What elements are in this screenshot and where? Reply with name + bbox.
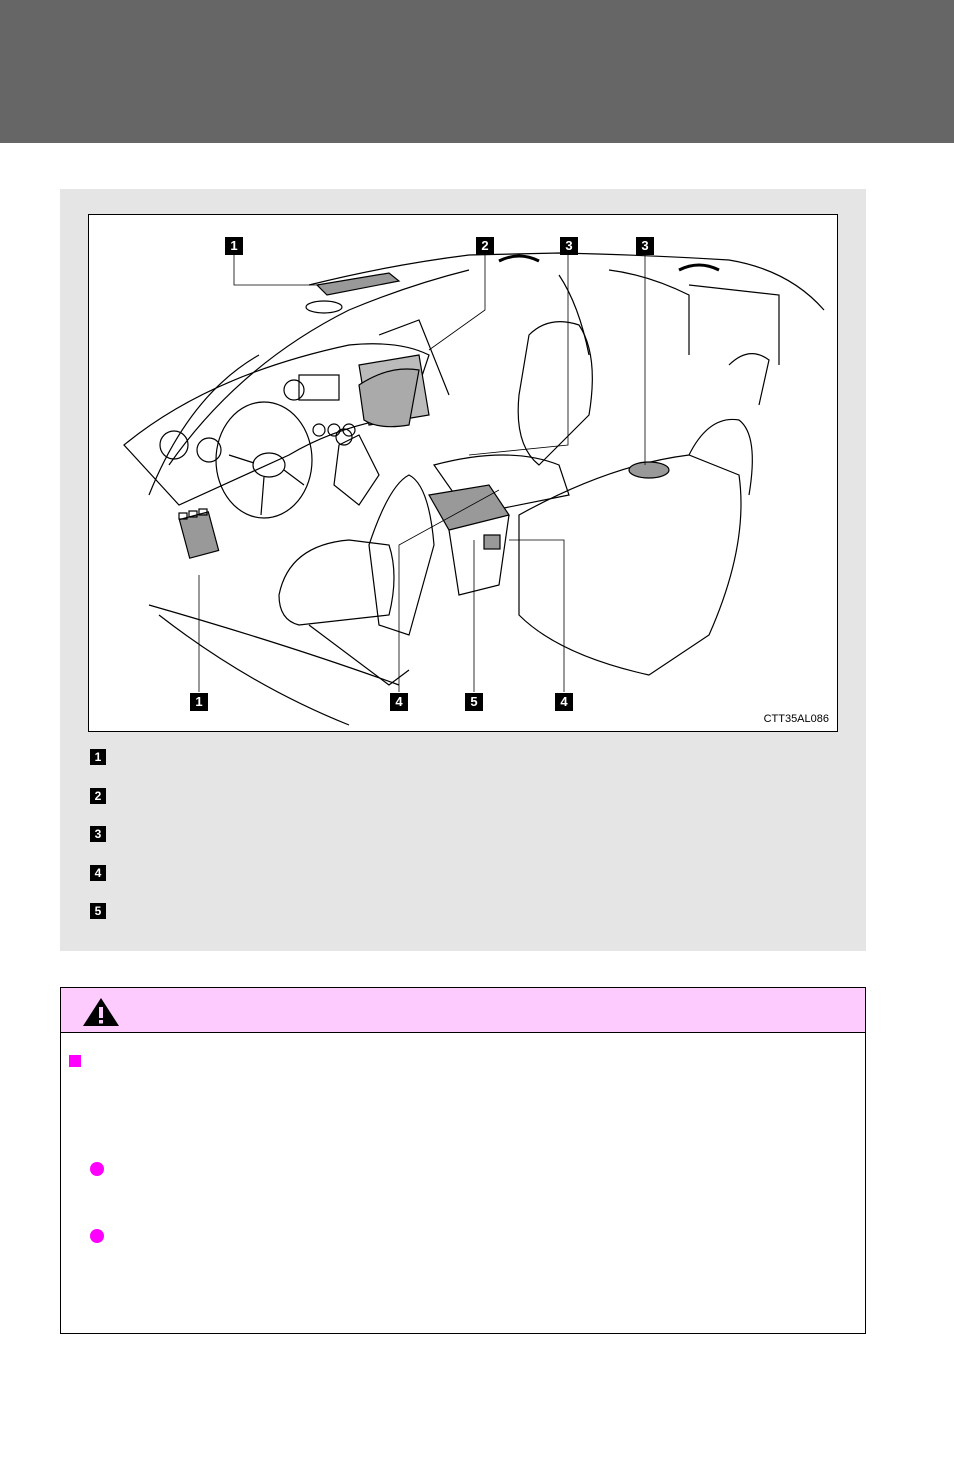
- section-square-bullet: [69, 1055, 81, 1067]
- figure-callout-4-left: 4: [390, 693, 408, 711]
- interior-illustration: [88, 214, 838, 732]
- figure-callout-4-right: 4: [555, 693, 573, 711]
- page-header-band: [0, 0, 954, 143]
- car-interior-drawing: [89, 215, 837, 731]
- figure-callout-3-left: 3: [560, 237, 578, 255]
- legend-number: 5: [90, 903, 106, 919]
- caution-box: [60, 987, 866, 1334]
- circle-bullet: [90, 1162, 104, 1176]
- caution-header: [61, 988, 865, 1033]
- figure-callout-2: 2: [476, 237, 494, 255]
- figure-code: CTT35AL086: [763, 713, 829, 725]
- legend-number: 1: [90, 749, 106, 765]
- figure-callout-5: 5: [465, 693, 483, 711]
- figure-callout-1-bottom: 1: [190, 693, 208, 711]
- figure-callout-1-top: 1: [225, 237, 243, 255]
- legend-number: 2: [90, 788, 106, 804]
- circle-bullet: [90, 1229, 104, 1243]
- warning-triangle-icon: [81, 996, 121, 1028]
- legend-number: 4: [90, 865, 106, 881]
- figure-callout-3-right: 3: [636, 237, 654, 255]
- legend-number: 3: [90, 826, 106, 842]
